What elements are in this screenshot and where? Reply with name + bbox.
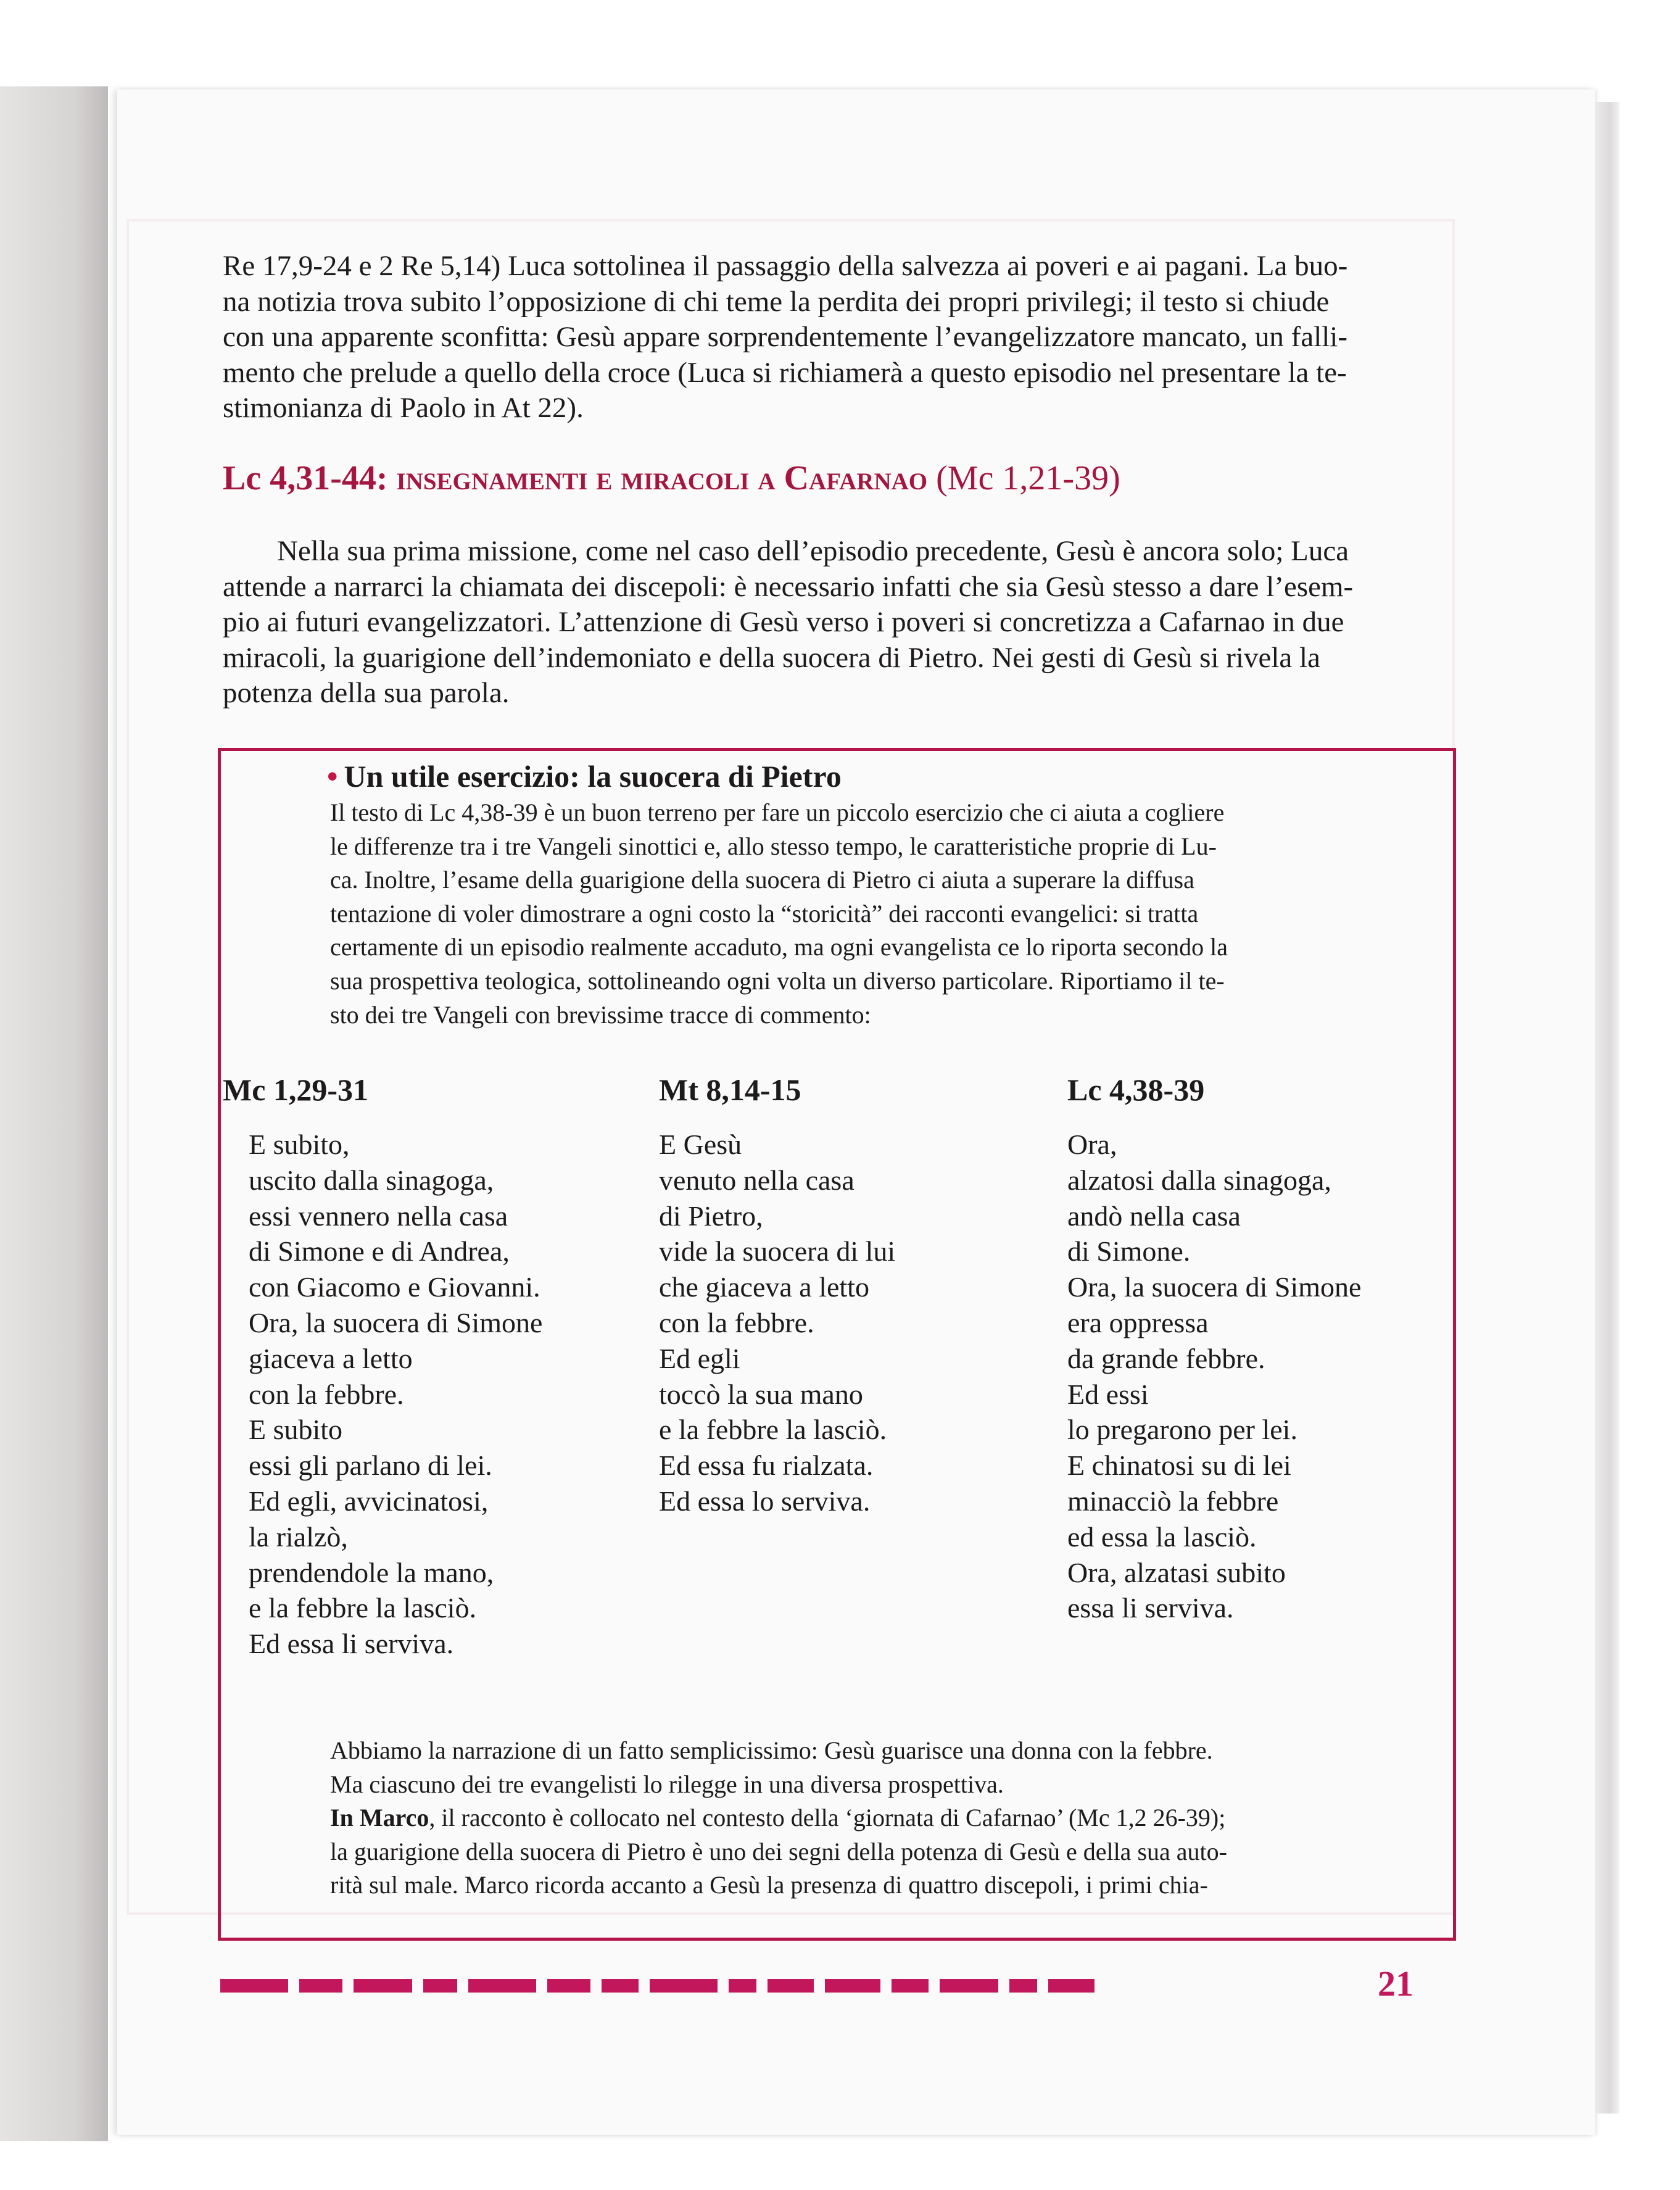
verse-line: venuto nella casa — [659, 1164, 854, 1196]
verse-line: Ed essa li serviva. — [249, 1628, 454, 1660]
section-parallel-ref: (Mc 1,21-39) — [936, 459, 1120, 497]
box-intro-paragraph — [330, 796, 1342, 1032]
column-lines — [1067, 1127, 1450, 1626]
marco-lead: In Marco — [330, 1804, 429, 1831]
verse-line: di Pietro, — [659, 1200, 763, 1232]
verse-line: ed essa la lasciò. — [1067, 1520, 1257, 1553]
footer-band-segment — [650, 1979, 718, 1993]
text-line: rità sul male. Marco ricorda accanto a Gesù la presenza di quattro discepoli, i primi chia- — [330, 1871, 1208, 1899]
text-line: le differenze tra i tre Vangeli sinottici e, allo stesso tempo, le caratteristiche proprie di Lu- — [330, 832, 1217, 860]
verse-line: giaceva a letto — [249, 1342, 413, 1374]
page-number: 21 — [1378, 1964, 1413, 2004]
verse-line: andò nella casa — [1067, 1200, 1241, 1232]
box-title — [327, 758, 842, 795]
text-line: na notizia trova subito l’opposizione di chi teme la perdita dei propri privilegi; il testo si chiude — [223, 285, 1330, 318]
footer-band-segment — [1009, 1979, 1037, 1993]
column-ref: Mt 8,14-15 — [659, 1072, 801, 1107]
gospel-column-luke — [1067, 1071, 1450, 1626]
verse-line: Ora, la suocera di Simone — [1067, 1271, 1362, 1303]
text-line: Abbiamo la narrazione di un fatto semplicissimo: Gesù guarisce una donna con la febbre. — [330, 1736, 1213, 1764]
verse-line: con Giacomo e Giovanni. — [249, 1271, 540, 1303]
verse-line: Ed essi — [1067, 1378, 1149, 1410]
verse-line: lo pregarono per lei. — [1067, 1414, 1297, 1446]
column-lines — [659, 1127, 1041, 1519]
verse-line: essa li serviva. — [1067, 1592, 1234, 1624]
footer-band-segment — [354, 1979, 412, 1993]
verse-line: E subito, — [249, 1129, 350, 1160]
footer-band-segment — [299, 1979, 342, 1993]
verse-line: essi gli parlano di lei. — [249, 1450, 492, 1482]
verse-line: e la febbre la lasciò. — [659, 1414, 887, 1446]
text-line: stimonianza di Paolo in At 22). — [223, 392, 584, 425]
verse-line: con la febbre. — [249, 1378, 404, 1410]
verse-line: che giaceva a letto — [659, 1271, 869, 1303]
verse-line: da grande febbre. — [1067, 1342, 1265, 1374]
text-line: Re 17,9-24 e 2 Re 5,14) Luca sottolinea il passaggio della salvezza ai poveri e ai pagani. La buo- — [223, 250, 1348, 282]
verse-line: alzatosi dalla sinagoga, — [1067, 1164, 1331, 1196]
footer-band-segment — [602, 1979, 639, 1993]
footer-band-segment — [423, 1979, 457, 1993]
verse-line: di Simone. — [1067, 1235, 1191, 1267]
footer-decorative-band — [220, 1979, 1106, 1993]
verse-line: vide la suocera di lui — [659, 1235, 896, 1267]
text-line: Nella sua prima missione, come nel caso dell’episodio precedente, Gesù è ancora solo; Luca — [277, 535, 1349, 567]
section-heading — [223, 457, 1447, 500]
verse-line: la rialzò, — [249, 1520, 348, 1553]
text-line: la guarigione della suocera di Pietro è uno dei segni della potenza di Gesù e della sua auto- — [330, 1837, 1227, 1865]
text-line: pio ai futuri evangelizzatori. L’attenzione di Gesù verso i poveri si concretizza a Cafarnao in due — [223, 606, 1344, 639]
column-ref: Mc 1,29-31 — [223, 1072, 369, 1107]
gospel-column-matthew — [659, 1071, 1041, 1519]
box-commentary — [330, 1734, 1342, 1801]
footer-band-segment — [768, 1979, 814, 1993]
footer-band-segment — [825, 1979, 880, 1993]
verse-line: era oppressa — [1067, 1306, 1209, 1338]
footer-band-segment — [729, 1979, 756, 1993]
footer-band-segment — [1048, 1979, 1094, 1993]
verse-line: Ora, — [1067, 1129, 1117, 1160]
verse-line: E chinatosi su di lei — [1067, 1450, 1291, 1482]
verse-line: e la febbre la lasciò. — [249, 1592, 477, 1624]
text-line: con una apparente sconfitta: Gesù appare sorprendentemente l’evangelizzatore mancato, un falli- — [223, 321, 1348, 354]
marco-first-line-rest: , il racconto è collocato nel contesto della ‘giornata di Cafarnao’ (Mc 1,2 26-39); — [429, 1804, 1226, 1831]
footer-band-segment — [547, 1979, 590, 1993]
verse-line: Ed essa fu rialzata. — [659, 1450, 874, 1482]
verse-line: essi vennero nella casa — [249, 1200, 508, 1232]
verse-line: Ed egli, avvicinatosi, — [249, 1485, 489, 1517]
footer-band-segment — [892, 1979, 929, 1993]
text-line: miracoli, la guarigione dell’indemoniato e della suocera di Pietro. Nei gesti di Gesù si rivela la — [223, 641, 1320, 674]
verse-line: E Gesù — [659, 1129, 742, 1160]
section-title: insegnamenti e miracoli a Cafarnao — [396, 459, 928, 497]
text-line: ca. Inoltre, l’esame della guarigione della suocera di Pietro ci aiuta a superare la diffusa — [330, 866, 1194, 894]
verse-line: E subito — [249, 1414, 343, 1446]
verse-line: Ed egli — [659, 1342, 740, 1374]
text-line: Il testo di Lc 4,38-39 è un buon terreno per fare un piccolo esercizio che ci aiuta a cogliere — [330, 798, 1225, 826]
verse-line: uscito dalla sinagoga, — [249, 1164, 494, 1196]
column-ref: Lc 4,38-39 — [1067, 1072, 1205, 1107]
text-line: potenza della sua parola. — [223, 677, 510, 710]
intro-paragraph — [223, 249, 1447, 426]
page-stack-edge — [1595, 102, 1620, 2113]
footer-band-segment — [940, 1979, 998, 1993]
column-lines — [223, 1127, 605, 1662]
text-line: sua prospettiva teologica, sottolineando ogni volta un diverso particolare. Riportiamo il te- — [330, 966, 1225, 995]
section-ref: Lc 4,31-44: — [223, 459, 388, 497]
footer-band-segment — [220, 1979, 288, 1993]
bullet-icon: • — [327, 759, 338, 794]
verse-line: con la febbre. — [659, 1306, 814, 1338]
text-line: Ma ciascuno dei tre evangelisti lo rilegge in una diversa prospettiva. — [330, 1770, 1004, 1798]
verse-line: Ora, la suocera di Simone — [249, 1306, 543, 1338]
text-line: tentazione di voler dimostrare a ogni costo la “storicità” dei racconti evangelici: si tratta — [330, 899, 1199, 927]
left-page-edge — [0, 86, 108, 2141]
gospel-column-mark — [223, 1071, 605, 1662]
text-line: sto dei tre Vangeli con brevissime tracce di commento: — [330, 1000, 871, 1029]
text-line: certamente di un episodio realmente accaduto, ma ogni evangelista ce lo riporta secondo la — [330, 933, 1228, 961]
verse-line: toccò la sua mano — [659, 1378, 863, 1410]
text-line: attende a narrarci la chiamata dei discepoli: è necessario infatti che sia Gesù stesso a dare l’esem- — [223, 570, 1354, 603]
verse-line: prendendole la mano, — [249, 1556, 494, 1588]
verse-line: minacciò la febbre — [1067, 1485, 1279, 1517]
section-paragraph — [223, 534, 1447, 711]
text-line: mento che prelude a quello della croce (Luca si richiamerà a questo episodio nel presentare la te- — [223, 356, 1347, 389]
verse-line: Ed essa lo serviva. — [659, 1485, 871, 1517]
verse-line: di Simone e di Andrea, — [249, 1235, 510, 1267]
box-marco-paragraph — [330, 1801, 1342, 1902]
box-title-text: Un utile esercizio: la suocera di Pietro — [344, 759, 842, 794]
footer-band-segment — [468, 1979, 536, 1993]
verse-line: Ora, alzatasi subito — [1067, 1556, 1286, 1588]
